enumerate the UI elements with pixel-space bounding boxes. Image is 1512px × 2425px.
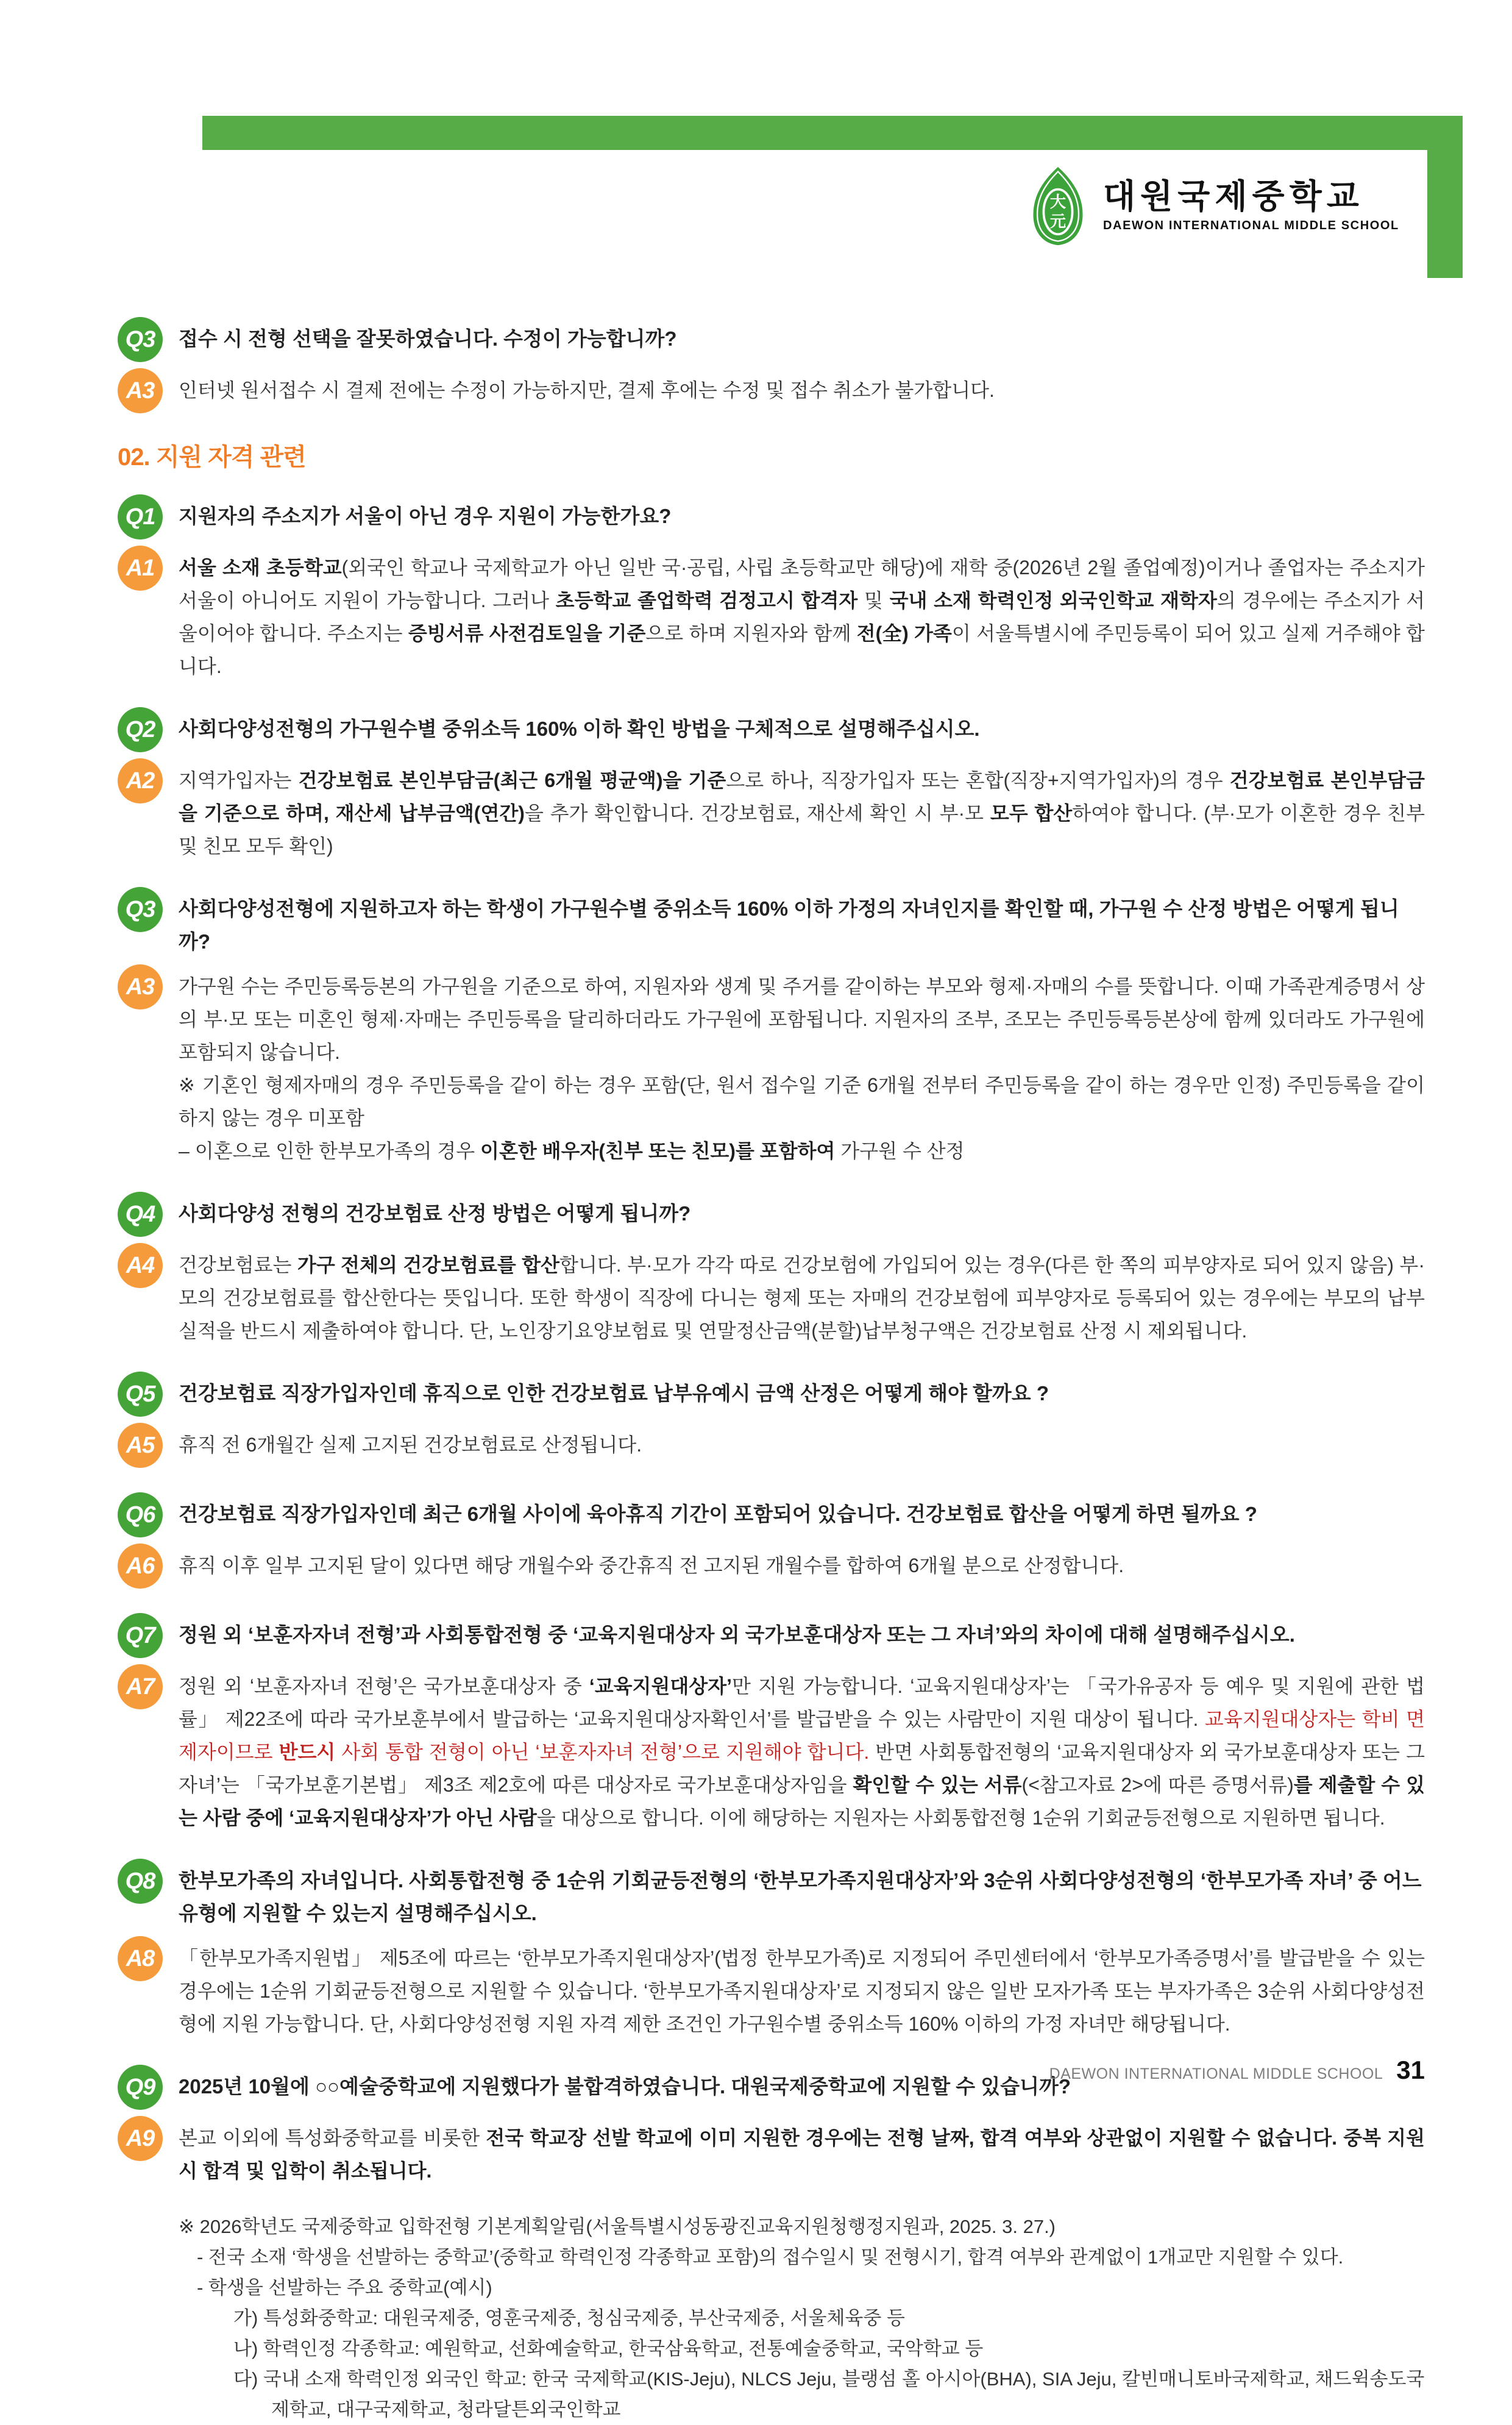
paragraph bbox=[179, 500, 1425, 533]
text-segment: 본교 이외에 특성화중학교를 비롯한 bbox=[179, 2127, 486, 2149]
question-text bbox=[179, 887, 1425, 958]
text-segment: 이혼한 배우자(친부 또는 친모)를 포함하여 bbox=[480, 1140, 836, 1162]
text-segment: 초등학교 졸업학력 검정고시 합격자 bbox=[555, 589, 858, 611]
text-segment: 으로 하나, 직장가입자 또는 혼합(직장+지역가입자)의 경우 bbox=[726, 769, 1230, 791]
faq-question-row bbox=[0, 1372, 1512, 1417]
text-segment: 휴직 이후 일부 고지된 달이 있다면 해당 개월수와 중간휴직 전 고지된 개월수를 합하여 6개월 분으로 산정합니다. bbox=[179, 1554, 1124, 1576]
paragraph bbox=[179, 1248, 1425, 1347]
text-segment: 휴직 전 6개월간 실제 고지된 건강보험료로 산정됩니다. bbox=[179, 1434, 642, 1456]
footnote-line bbox=[179, 2212, 1425, 2242]
text-segment: 「한부모가족지원법」 제5조에 따르는 ‘한부모가족지원대상자’(법정 한부모가족)로 지정되어 주민센터에서 ‘한부모가족증명서’를 발급받을 수 있는 경우에는 1순위 기회균등전형으로 지원할 수 있습니다. ‘한부모가족지원대상자’로 지정되지 않은 일반 모자가족 또는 부자가족은 3순위 사회다양성전형에 지원 가능합니다. 단, 사회다양성전형 지원 자격 제한 조건인 가구원수별 중위소득 160% 이하의 가정 자녀만 해당됩니다. bbox=[179, 1947, 1425, 2035]
text-segment: 가) 특성화중학교: 대원국제중, 영훈국제중, 청심국제중, 부산국제중, 서울체육중 등 bbox=[233, 2307, 905, 2329]
paragraph bbox=[179, 1377, 1425, 1410]
faq-answer-row bbox=[0, 1936, 1512, 2040]
paragraph bbox=[179, 1197, 1425, 1230]
question-badge: Q9 bbox=[118, 2065, 163, 2110]
footnote-line bbox=[179, 2303, 1425, 2334]
question-text bbox=[179, 707, 1425, 752]
text-segment: 반면 사회통합전형의 ‘교육지원대상자 외 국가보훈대상자 또는 그 자녀’는 「국가보훈기본법」 제3조 제2호에 따른 대상자로 국가보훈대상자임을 bbox=[179, 1741, 1425, 1796]
emblem-char-top: 大 bbox=[1049, 192, 1067, 211]
answer-text bbox=[179, 1936, 1425, 2040]
answer-badge: A6 bbox=[118, 1544, 163, 1589]
right-green-bar bbox=[1427, 116, 1463, 278]
faq-question-row bbox=[0, 707, 1512, 752]
text-segment: - 학생을 선발하는 주요 중학교(예시) bbox=[197, 2277, 492, 2298]
text-segment: 가구원 수는 주민등록등본의 가구원을 기준으로 하여, 지원자와 생계 및 주거를 같이하는 부모와 형제·자매의 수를 뜻합니다. 이때 가족관계증명서 상의 부·모 또는 미혼인 형제·자매는 주민등록을 달리하더라도 가구원에 포함됩니다. 지원자의 조부, 조모는 주민등록등본상에 함께 있더라도 가구원에 포함되지 않습니다. bbox=[179, 975, 1425, 1063]
text-segment: 의 경우에는 주소지가 서울이어야 합니다. 주소지는 bbox=[179, 589, 1425, 644]
answer-badge: A4 bbox=[118, 1243, 163, 1288]
text-segment: 모두 합산 bbox=[990, 802, 1073, 824]
paragraph bbox=[179, 1618, 1425, 1651]
faq-answer-row bbox=[0, 368, 1512, 413]
answer-badge: A5 bbox=[118, 1423, 163, 1468]
text-segment: 접수 시 전형 선택을 잘못하였습니다. 수정이 가능합니까? bbox=[179, 327, 677, 350]
faq-answer-row bbox=[0, 1423, 1512, 1468]
answer-badge: A2 bbox=[118, 758, 163, 803]
answer-text bbox=[179, 1423, 1425, 1468]
text-segment: 건강보험료 본인부담금을 기준으로 하며, 재산세 납부금액(연간) bbox=[179, 769, 1425, 824]
text-segment: (외국인 학교나 국제학교가 아닌 일반 국·공립, 사립 초등학교만 해당)에 재학 중(2026년 2월 졸업예정)이거나 졸업자는 주소지가 서울이 아니어도 지원이 가능합니다. 그러나 bbox=[179, 557, 1425, 611]
footnote-line bbox=[179, 2273, 1425, 2303]
faq-content bbox=[0, 317, 1512, 2425]
answer-badge: A3 bbox=[118, 964, 163, 1010]
text-segment: 하여야 합니다. (부·모가 이혼한 경우 친부 및 친모 모두 확인) bbox=[179, 802, 1425, 857]
text-segment: 국내 소재 학력인정 외국인학교 재학자 bbox=[889, 589, 1217, 611]
question-badge: Q4 bbox=[118, 1192, 163, 1237]
answer-text bbox=[179, 368, 1425, 413]
section-title: 02. 지원 자격 관련 bbox=[118, 444, 306, 471]
text-segment: 지원자의 주소지가 서울이 아닌 경우 지원이 가능한가요? bbox=[179, 505, 672, 527]
answer-text bbox=[179, 2116, 1425, 2187]
emblem-char-bottom: 元 bbox=[1049, 212, 1067, 230]
text-segment: 가구원 수 산정 bbox=[835, 1140, 965, 1162]
footnote-line bbox=[179, 2242, 1425, 2273]
text-segment: (<참고자료 2>에 따른 증명서류) bbox=[1021, 1774, 1294, 1796]
text-segment: 를 제출할 수 있는 사람 중에 ‘교육지원대상자’가 아닌 사람 bbox=[179, 1774, 1425, 1829]
faq-answer-row bbox=[0, 1664, 1512, 1834]
page-footer bbox=[1049, 2056, 1425, 2085]
text-segment: ‘교육지원대상자’ bbox=[589, 1675, 732, 1697]
text-segment: 나) 학력인정 각종학교: 예원학교, 선화예술학교, 한국삼육학교, 전통예술중학교, 국악학교 등 bbox=[233, 2338, 984, 2359]
text-segment: 전(全) 가족 bbox=[856, 622, 952, 644]
text-segment: 가구 전체의 건강보험료를 합산 bbox=[297, 1254, 560, 1276]
faq-question-row bbox=[0, 317, 1512, 362]
paragraph bbox=[179, 764, 1425, 863]
paragraph bbox=[179, 1942, 1425, 2040]
footnote-line bbox=[179, 2364, 1425, 2425]
text-segment: 사회다양성전형에 지원하고자 하는 학생이 가구원수별 중위소득 160% 이하 가정의 자녀인지를 확인할 때, 가구원 수 산정 방법은 어떻게 됩니까? bbox=[179, 897, 1399, 953]
paragraph bbox=[179, 892, 1425, 958]
paragraph bbox=[179, 970, 1425, 1069]
text-segment: 건강보험료 본인부담금(최근 6개월 평균액)을 기준 bbox=[298, 769, 726, 791]
question-badge: Q8 bbox=[118, 1859, 163, 1904]
paragraph bbox=[179, 1134, 1425, 1167]
faq-answer-row bbox=[0, 964, 1512, 1167]
text-segment: 합니다. 부·모가 각각 따로 건강보험에 가입되어 있는 경우(다른 한 쪽의 피부양자로 되어 있지 않음) 부·모의 건강보험료를 합산한다는 뜻입니다. 또한 학생이 직장에 다니는 형제 또는 자매의 건강보험에 피부양자로 등록되어 있는 경우에는 부모의 납부 실적을 반드시 제출하여야 합니다. 단, 노인장기요양보험료 및 연말정산금액(분할)납부청구액은 건강보험료 산정 시 제외됩니다. bbox=[179, 1254, 1425, 1342]
question-badge: Q3 bbox=[118, 887, 163, 932]
question-badge: Q1 bbox=[118, 494, 163, 539]
paragraph bbox=[179, 1864, 1425, 1930]
answer-text bbox=[179, 1544, 1425, 1589]
text-segment: 정원 외 ‘보훈자자녀 전형’과 사회통합전형 중 ‘교육지원대상자 외 국가보훈대상자 또는 그 자녀’와의 차이에 대해 설명해주십시오. bbox=[179, 1623, 1295, 1646]
school-name-korean: 대원국제중학교 bbox=[1103, 178, 1364, 215]
text-segment: 건강보험료 직장가입자인데 휴직으로 인한 건강보험료 납부유예시 금액 산정은 어떻게 해야 할까요 ? bbox=[179, 1382, 1049, 1405]
question-text bbox=[179, 1613, 1425, 1658]
answer-text bbox=[179, 964, 1425, 1167]
footnote-line bbox=[179, 2334, 1425, 2364]
text-segment: 전국 학교장 선발 학교에 이미 지원한 경우에는 전형 날짜, 합격 여부와 상관없이 지원할 수 없습니다. 중복 지원 시 합격 및 입학이 취소됩니다. bbox=[179, 2127, 1425, 2182]
text-segment: ※ 기혼인 형제자매의 경우 주민등록을 같이 하는 경우 포함(단, 원서 접수일 기준 6개월 전부터 주민등록을 같이 하는 경우만 인정) 주민등록을 같이 하지 않는 경우 미포함 bbox=[179, 1074, 1425, 1129]
text-segment: 을 대상으로 합니다. 이에 해당하는 지원자는 사회통합전형 1순위 기회균등전형으로 지원하면 됩니다. bbox=[536, 1807, 1385, 1829]
school-logo-text bbox=[1103, 179, 1399, 233]
answer-text bbox=[179, 758, 1425, 863]
question-badge: Q7 bbox=[118, 1613, 163, 1658]
paragraph bbox=[179, 322, 1425, 355]
question-badge: Q5 bbox=[118, 1372, 163, 1417]
top-green-bar bbox=[202, 116, 1427, 150]
text-segment: 을 추가 확인합니다. 건강보험료, 재산세 확인 시 부·모 bbox=[524, 802, 990, 824]
faq-question-row bbox=[0, 1492, 1512, 1537]
text-segment: 한부모가족의 자녀입니다. 사회통합전형 중 1순위 기회균등전형의 ‘한부모가족지원대상자’와 3순위 사회다양성전형의 ‘한부모가족 자녀’ 중 어느 유형에 지원할 수 있는지 설명해주십시오. bbox=[179, 1869, 1422, 1925]
faq-answer-row bbox=[0, 546, 1512, 683]
text-segment: 으로 하며 지원자와 함께 bbox=[645, 622, 857, 644]
paragraph bbox=[179, 374, 1425, 407]
footer-page-number: 31 bbox=[1396, 2056, 1425, 2084]
question-text bbox=[179, 1492, 1425, 1537]
faq-list-top bbox=[0, 317, 1512, 413]
text-segment: 교육지원대상자는 학비 면제자이므로 bbox=[179, 1708, 1425, 1763]
text-segment: 지역가입자는 bbox=[179, 769, 299, 791]
paragraph bbox=[179, 1069, 1425, 1134]
answer-badge: A9 bbox=[118, 2116, 163, 2161]
answer-badge: A7 bbox=[118, 1664, 163, 1709]
text-segment: 및 bbox=[857, 589, 890, 611]
question-badge: Q3 bbox=[118, 317, 163, 362]
faq-question-row bbox=[0, 1613, 1512, 1658]
faq-question-row bbox=[0, 887, 1512, 958]
text-segment: 사회 통합 전형이 아닌 ‘보훈자자녀 전형’으로 지원해야 합니다. bbox=[335, 1741, 870, 1763]
faq-answer-row bbox=[0, 1243, 1512, 1347]
paragraph bbox=[179, 1498, 1425, 1531]
faq-question-row bbox=[0, 1859, 1512, 1930]
faq-question-row bbox=[0, 494, 1512, 539]
paragraph bbox=[179, 2121, 1425, 2187]
text-segment: - 전국 소재 ‘학생을 선발하는 중학교’(중학교 학력인정 각종학교 포함)의 접수일시 및 전형시기, 합격 여부와 관계없이 1개교만 지원할 수 있다. bbox=[197, 2246, 1344, 2268]
paragraph bbox=[179, 1428, 1425, 1461]
text-segment: 건강보험료 직장가입자인데 최근 6개월 사이에 육아휴직 기간이 포함되어 있습니다. 건강보험료 합산을 어떻게 하면 될까요 ? bbox=[179, 1503, 1257, 1525]
answer-badge: A1 bbox=[118, 546, 163, 591]
text-segment: 확인할 수 있는 서류 bbox=[853, 1774, 1022, 1796]
answer-badge: A3 bbox=[118, 368, 163, 413]
question-text bbox=[179, 1192, 1425, 1237]
faq-answer-row bbox=[0, 758, 1512, 863]
text-segment: 사회다양성전형의 가구원수별 중위소득 160% 이하 확인 방법을 구체적으로 설명해주십시오. bbox=[179, 718, 980, 740]
text-segment: 정원 외 ‘보훈자자녀 전형’은 국가보훈대상자 중 bbox=[179, 1675, 589, 1697]
text-segment: 사회다양성 전형의 건강보험료 산정 방법은 어떻게 됩니까? bbox=[179, 1202, 691, 1225]
text-segment: 인터넷 원서접수 시 결제 전에는 수정이 가능하지만, 결제 후에는 수정 및 접수 취소가 불가합니다. bbox=[179, 379, 995, 401]
text-segment: 다) 국내 소재 학력인정 외국인 학교: 한국 국제학교(KIS-Jeju), NLCS Jeju, 블랭섬 홀 아시아(BHA), SIA Jeju, 칼빈매니토바국제학교, 채드윅송도국제학교, 대구국제학교, 청라달튼외국인학교 bbox=[233, 2368, 1425, 2420]
text-segment: 반드시 bbox=[279, 1741, 336, 1763]
question-badge: Q2 bbox=[118, 707, 163, 752]
text-segment: 만 지원 가능합니다. ‘교육지원대상자’는 「국가유공자 등 예우 및 지원에 관한 법률」 제22조에 따라 국가보훈부에서 발급하는 ‘교육지원대상자확인서’를 발급받을 수 있는 사람만이 지원 대상이 됩니다. bbox=[179, 1675, 1425, 1730]
question-text bbox=[179, 1372, 1425, 1417]
faq-question-row bbox=[0, 1192, 1512, 1237]
text-segment: – 이혼으로 인한 한부모가족의 경우 bbox=[179, 1140, 481, 1162]
text-segment: 2025년 10월에 ○○예술중학교에 지원했다가 불합격하였습니다. 대원국제중학교에 지원할 수 있습니까? bbox=[179, 2075, 1071, 2098]
question-text bbox=[179, 1859, 1425, 1930]
question-text bbox=[179, 317, 1425, 362]
answer-text bbox=[179, 1664, 1425, 1834]
answer-text bbox=[179, 1243, 1425, 1347]
text-segment: 증빙서류 사전검토일을 기준 bbox=[408, 622, 646, 644]
faq-list-eligibility bbox=[0, 494, 1512, 2187]
school-name-english: DAEWON INTERNATIONAL MIDDLE SCHOOL bbox=[1103, 219, 1399, 232]
footer-school-name: DAEWON INTERNATIONAL MIDDLE SCHOOL bbox=[1049, 2065, 1383, 2082]
question-badge: Q6 bbox=[118, 1492, 163, 1537]
question-text bbox=[179, 494, 1425, 539]
footnote-block bbox=[0, 2212, 1512, 2425]
paragraph bbox=[179, 713, 1425, 746]
text-segment: 서울 소재 초등학교 bbox=[179, 557, 342, 579]
answer-badge: A8 bbox=[118, 1936, 163, 1981]
text-segment: 건강보험료는 bbox=[179, 1254, 297, 1276]
school-emblem-icon bbox=[1029, 166, 1087, 246]
answer-text bbox=[179, 546, 1425, 683]
paragraph bbox=[179, 1670, 1425, 1834]
faq-answer-row bbox=[0, 2116, 1512, 2187]
text-segment: ※ 2026학년도 국제중학교 입학전형 기본계획알림(서울특별시성동광진교육지원청행정지원과, 2025. 3. 27.) bbox=[179, 2216, 1056, 2237]
faq-answer-row bbox=[0, 1544, 1512, 1589]
paragraph bbox=[179, 1549, 1425, 1582]
text-segment: 이 서울특별시에 주민등록이 되어 있고 실제 거주해야 합니다. bbox=[179, 622, 1425, 677]
school-logo bbox=[1029, 166, 1399, 246]
paragraph bbox=[179, 551, 1425, 683]
